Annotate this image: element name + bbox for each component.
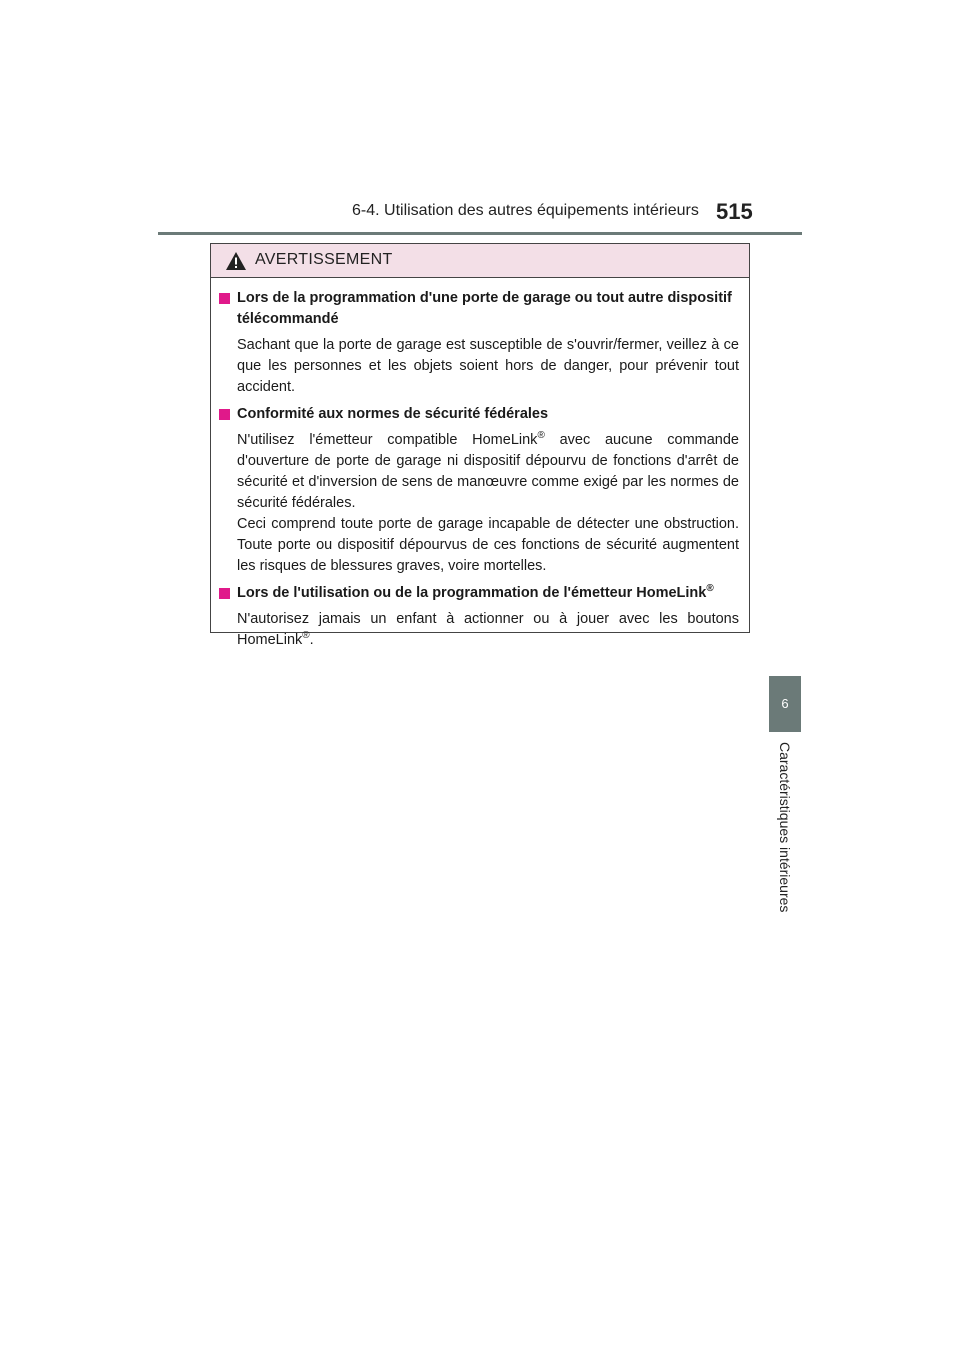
header-rule [158, 232, 802, 235]
section-paragraph [219, 430, 739, 577]
chapter-tab: 6 [769, 676, 801, 732]
registered-mark: ® [302, 630, 310, 642]
section-paragraph: Sachant que la porte de garage est susceptible de s'ouvrir/fermer, veillez à ce que les personnes et les objets soient hors de danger, pour prévenir tout accident. [237, 337, 739, 395]
section-heading-text: Conformité aux normes de sécurité fédérales [237, 406, 549, 422]
section-heading-text: Lors de la programmation d'une porte de garage ou tout autre dispositif télécommandé [237, 290, 732, 327]
section-paragraph [219, 609, 739, 651]
section-heading [219, 288, 739, 330]
chapter-side-label [777, 742, 793, 922]
paragraph-text: N'utilisez l'émetteur compatible HomeLink [237, 432, 538, 448]
page-number: 515 [716, 199, 753, 224]
square-bullet-icon [219, 588, 230, 599]
paragraph-text: Ceci comprend toute porte de garage incapable de détecter une obstruction. Toute porte ou dispositif dépourvus de ces fonctions de sécurité augmentent les risques de blessures graves, voire mortelles. [237, 516, 739, 574]
header-title: 6-4. Utilisation des autres équipements intérieurs [352, 202, 699, 219]
warning-section [219, 404, 739, 577]
registered-mark: ® [706, 583, 714, 595]
registered-mark: ® [537, 430, 545, 442]
warning-box [210, 243, 750, 648]
warning-body [211, 278, 749, 651]
square-bullet-icon [219, 409, 230, 420]
warning-triangle-icon [225, 251, 247, 271]
warning-title: AVERTISSEMENT [255, 251, 393, 268]
section-heading [219, 404, 739, 425]
warning-section [219, 288, 739, 398]
square-bullet-icon [219, 293, 230, 304]
warning-section [219, 583, 739, 651]
warning-header [211, 244, 749, 278]
section-heading [219, 583, 739, 604]
chapter-side-label-text: Caractéristiques intérieures [777, 742, 793, 913]
paragraph-text: . [309, 632, 314, 648]
paragraph-text: N'autorisez jamais un enfant à actionner ou à jouer avec les boutons HomeLink [237, 611, 739, 648]
section-heading-text: Lors de l'utilisation ou de la programmation de l'émetteur HomeLink [237, 585, 707, 601]
paragraph-text: avec aucune commande d'ouverture de porte de garage ni dispositif dépourvu de fonctions d'arrêt de sécurité et d'inversion de sens de manœuvre comme exigé par les normes de sécurité fédérales. [237, 432, 739, 511]
